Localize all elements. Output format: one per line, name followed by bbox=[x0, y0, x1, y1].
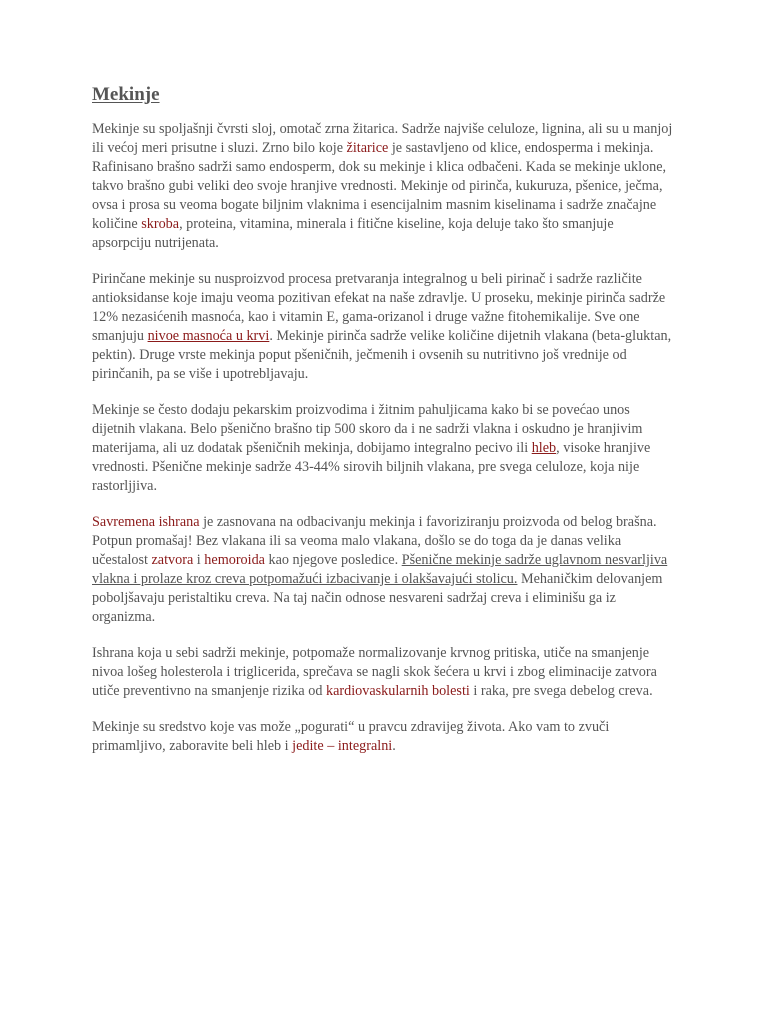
link-hleb[interactable]: hleb bbox=[531, 440, 557, 456]
paragraph-5 bbox=[92, 644, 676, 701]
link-kardiovaskularnih-bolesti[interactable]: kardiovaskularnih bolesti bbox=[326, 683, 470, 699]
text: i bbox=[193, 552, 205, 568]
text: je zasnovana na odbacivanju mekinja i favoriziranju proizvoda od belog brašna. Potpun promašaj! Bez vlakana ili sa veoma malo vlakana, došlo se do toga da je danas velika učestalost bbox=[92, 514, 657, 568]
link-zatvora[interactable]: zatvora bbox=[151, 552, 194, 568]
page-title: Mekinje bbox=[92, 84, 160, 105]
text: je sastavljeno od klice, endosperma i mekinja. Rafinisano brašno sadrži samo endosperm, dok su mekinje i klica odbačeni. Kada se mekinje uklone, takvo brašno gubi veliki deo svoje hranjive vrednosti. Mekinje od pirinča, kukuruza, pšenice, ječma, ovsa i prosa su veoma bogate biljnim vlaknima i esencijalnim masnim kiselinama i sadrže značajne količine bbox=[92, 140, 667, 232]
text: i raka, pre svega debelog creva. bbox=[469, 683, 653, 699]
text: Mekinje se često dodaju pekarskim proizvodima i žitnim pahuljicama kako bi se povećao unos dijetnih vlakana. Belo pšenično brašno tip 500 skoro da i ne sadrži vlakna i oskudno je hranjivim materijama, ali uz dodatak pšeničnih mekinja, dobijamo integralno pecivo ili bbox=[92, 402, 643, 456]
underlined-sentence: Pšenične mekinje sadrže uglavnom nesvarljiva vlakna i prolaze kroz creva potpomažući izbacivanje i olakšavajući stolicu. bbox=[92, 552, 668, 587]
link-nivoe-masnoca[interactable]: nivoe masnoća u krvi bbox=[147, 328, 270, 344]
link-skroba[interactable]: skroba bbox=[141, 216, 180, 232]
text: Ishrana koja u sebi sadrži mekinje, potpomaže normalizovanje krvnog pritiska, utiče na smanjenje nivoa lošeg holesterola i triglicerida, sprečava se nagli skok šećera u krvi i zbog eliminacije zatvora utiče preventivno na smanjenje rizika od bbox=[92, 645, 657, 699]
text: . Mekinje pirinča sadrže velike količine dijetnih vlakana (beta-gluktan, pektin). Druge vrste mekinja poput pšeničnih, ječmenih i ovsenih su nutritivno još vrednije od pirinčanih, pa se više i upotrebljavaju. bbox=[92, 328, 672, 382]
paragraph-6 bbox=[92, 718, 676, 756]
link-jedite-integralni[interactable]: jedite – integralni bbox=[292, 738, 393, 754]
link-zitarice[interactable]: žitarice bbox=[346, 140, 389, 156]
text: , proteina, vitamina, minerala i fitične kiseline, koja deluje tako što smanjuje apsorpciju nutrijenata. bbox=[92, 216, 614, 251]
text: , visoke hranjive vrednosti. Pšenične mekinje sadrže 43-44% sirovih biljnih vlakana, pre svega celuloze, koja nije rastorljjiva. bbox=[92, 440, 651, 494]
text: Mehaničkim delovanjem poboljšavaju peristaltiku creva. Na taj način odnose nesvareni sadržaj creva i eliminišu ga iz organizma. bbox=[92, 571, 663, 625]
paragraph-4 bbox=[92, 513, 676, 627]
link-savremena-ishrana[interactable]: Savremena ishrana bbox=[92, 514, 200, 530]
paragraph-2 bbox=[92, 270, 676, 384]
paragraph-1 bbox=[92, 120, 676, 253]
text: Pirinčane mekinje su nusproizvod procesa pretvaranja integralnog u beli pirinač i sadrže različite antioksidanse koje imaju veoma pozitivan efekat na naše zdravlje. U proseku, mekinje pirinča sadrže 12% nezasićenih masnoća, kao i vitamin E, gama-orizanol i druge važne fitohemikalije. Sve one smanjuju bbox=[92, 271, 666, 344]
paragraph-3 bbox=[92, 401, 676, 496]
text: Mekinje su spoljašnji čvrsti sloj, omotač zrna žitarica. Sadrže najviše celuloze, lignina, ali su u manjoj ili većoj meri prisutne i sluzi. Zrno bilo koje bbox=[92, 121, 673, 156]
text: Mekinje su sredstvo koje vas može „pogurati“ u pravcu zdravijeg života. Ako vam to zvuči primamljivo, zaboravite beli hleb i bbox=[92, 719, 610, 754]
link-hemoroida[interactable]: hemoroida bbox=[204, 552, 265, 568]
text: . bbox=[392, 738, 396, 754]
text: kao njegove posledice. bbox=[264, 552, 402, 568]
